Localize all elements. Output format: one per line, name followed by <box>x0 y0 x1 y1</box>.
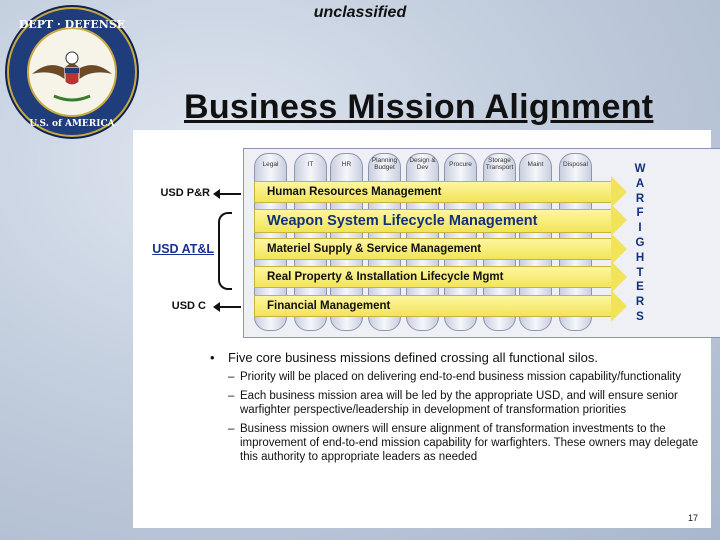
mission-band: Financial Management <box>254 295 612 317</box>
silo-label: Maint <box>527 160 544 168</box>
arrow-left-icon <box>219 193 241 195</box>
classification-label: unclassified <box>313 4 407 21</box>
sub-bullet: – Priority will be placed on delivering end-to-end business mission capability/functionality <box>210 370 700 384</box>
mission-band: Materiel Supply & Service Management <box>254 238 612 260</box>
owner-usd-atl-link[interactable]: USD AT&L <box>152 242 214 256</box>
warfighters-label: W A R F I G H T E R S <box>634 163 646 323</box>
sub-bullet: – Business mission owners will ensure alignment of transformation investments to the improvement of end-to-end mission capability for warfighters. These owners may delegate this authority to appropriate leaders as needed <box>210 422 700 464</box>
silo-label: Planning Budget <box>371 157 398 171</box>
owner-usd-c: USD C <box>171 300 206 312</box>
mission-band: Weapon System Lifecycle Management <box>254 209 612 233</box>
silo-label: Design & Dev <box>409 157 436 171</box>
mission-band: Human Resources Management <box>254 181 612 203</box>
silo-label: IT <box>307 160 314 168</box>
page-title: Business Mission Alignment <box>184 88 654 126</box>
brace-icon <box>218 212 232 290</box>
sub-bullet: – Each business mission area will be led by the appropriate USD, and will ensure senior warfighter perspective/leadership in development of transformation priorities <box>210 389 700 417</box>
silo-label: Storage Transport <box>485 157 514 171</box>
silo-label: Disposal <box>563 160 588 168</box>
silo-label: HR <box>341 160 352 168</box>
mission-band: Real Property & Installation Lifecycle Mgmt <box>254 266 612 288</box>
main-bullet: • Five core business missions defined crossing all functional silos. <box>210 350 700 365</box>
arrow-left-icon <box>219 306 241 308</box>
page-number: 17 <box>688 513 699 523</box>
dod-seal-logo <box>4 4 140 140</box>
svg-text:U.S. of AMERICA: U.S. of AMERICA <box>29 119 115 129</box>
bullet-list <box>210 350 700 464</box>
silo-label: Procure <box>449 160 472 168</box>
silo-label: Legal <box>262 160 279 168</box>
svg-text:DEPT · DEFENSE: DEPT · DEFENSE <box>18 18 126 31</box>
owner-usd-pr: USD P&R <box>160 187 210 199</box>
